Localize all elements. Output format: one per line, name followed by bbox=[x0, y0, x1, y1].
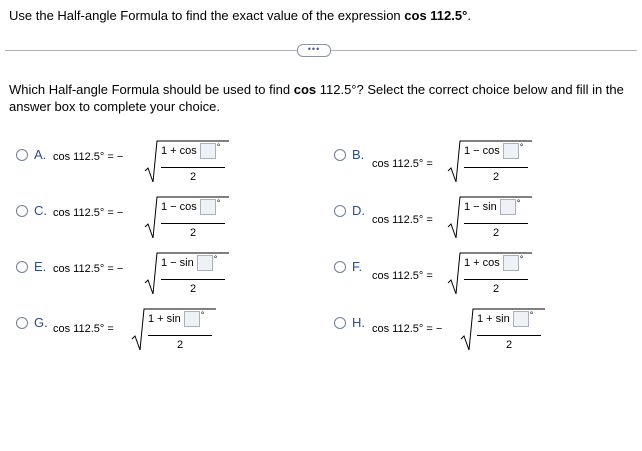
choice-a-letter: A. bbox=[34, 147, 47, 162]
choice-h-letter: H. bbox=[352, 315, 365, 330]
choice-g[interactable] bbox=[16, 307, 266, 353]
degree-symbol: ° bbox=[200, 310, 205, 320]
choice-g-denominator: 2 bbox=[176, 339, 184, 351]
choice-f-lhs: cos 112.5° = bbox=[372, 270, 433, 282]
choice-h-radio[interactable] bbox=[334, 317, 346, 329]
fraction-bar bbox=[464, 223, 528, 224]
choice-g-numerator: 1 + sin bbox=[148, 313, 181, 325]
fraction-bar bbox=[464, 279, 528, 280]
choice-b-radio[interactable] bbox=[334, 149, 346, 161]
choice-h-lhs: cos 112.5° = − bbox=[372, 323, 443, 335]
choice-a-answer-box[interactable] bbox=[200, 143, 216, 159]
choice-c-radical bbox=[143, 195, 233, 241]
choice-f-denominator: 2 bbox=[492, 283, 500, 295]
fraction-bar bbox=[148, 335, 212, 336]
choice-prompt bbox=[9, 81, 634, 115]
choice-e-denominator: 2 bbox=[189, 283, 197, 295]
choice-g-radical bbox=[130, 307, 220, 353]
fraction-bar bbox=[161, 223, 225, 224]
choice-g-lhs: cos 112.5° = bbox=[53, 323, 114, 335]
choice-c[interactable] bbox=[16, 195, 266, 241]
choice-a-radical bbox=[143, 139, 233, 185]
choice-f-numerator: 1 + cos bbox=[464, 257, 500, 269]
choice-c-numerator: 1 − cos bbox=[161, 201, 197, 213]
choice-g-radio[interactable] bbox=[16, 317, 28, 329]
choice-c-denominator: 2 bbox=[189, 227, 197, 239]
choice-d-radio[interactable] bbox=[334, 205, 346, 217]
degree-symbol: ° bbox=[519, 142, 524, 152]
choice-d-lhs: cos 112.5° = bbox=[372, 214, 433, 226]
choice-a-lhs: cos 112.5° = − bbox=[53, 151, 124, 163]
choice-b-radical bbox=[446, 139, 536, 185]
prompt-line1-rest: 112.5°? Select the correct choice below and fill in the bbox=[316, 82, 624, 97]
choice-f-radical bbox=[446, 251, 536, 297]
choice-d-radical bbox=[446, 195, 536, 241]
choice-f-letter: F. bbox=[352, 259, 363, 274]
choice-a-denominator: 2 bbox=[189, 171, 197, 183]
degree-symbol: ° bbox=[529, 310, 534, 320]
choice-a-radio[interactable] bbox=[16, 149, 28, 161]
choice-f-answer-box[interactable] bbox=[503, 255, 519, 271]
degree-symbol: ° bbox=[516, 198, 521, 208]
choice-d-denominator: 2 bbox=[492, 227, 500, 239]
choice-b-numerator: 1 − cos bbox=[464, 145, 500, 157]
question-expression: cos 112.5° bbox=[404, 8, 468, 23]
choice-b-answer-box[interactable] bbox=[503, 143, 519, 159]
choice-e-answer-box[interactable] bbox=[197, 255, 213, 271]
choice-h-denominator: 2 bbox=[505, 339, 513, 351]
fraction-bar bbox=[161, 167, 225, 168]
more-options-button[interactable]: ••• bbox=[297, 44, 331, 57]
choice-e-letter: E. bbox=[34, 259, 47, 274]
choice-a-numerator: 1 + cos bbox=[161, 145, 197, 157]
choice-g-letter: G. bbox=[34, 315, 48, 330]
choice-g-answer-box[interactable] bbox=[184, 311, 200, 327]
choice-a[interactable] bbox=[16, 139, 266, 185]
choice-c-letter: C. bbox=[34, 203, 47, 218]
choice-h[interactable] bbox=[334, 307, 594, 353]
fraction-bar bbox=[477, 335, 541, 336]
degree-symbol: ° bbox=[519, 254, 524, 264]
choice-c-lhs: cos 112.5° = − bbox=[53, 207, 124, 219]
choice-d-numerator: 1 − sin bbox=[464, 201, 497, 213]
choice-c-answer-box[interactable] bbox=[200, 199, 216, 215]
degree-symbol: ° bbox=[213, 254, 218, 264]
prompt-line2: answer box to complete your choice. bbox=[9, 99, 220, 114]
choice-c-radio[interactable] bbox=[16, 205, 28, 217]
question-suffix: . bbox=[467, 8, 471, 23]
choice-e-lhs: cos 112.5° = − bbox=[53, 263, 124, 275]
choice-b[interactable] bbox=[334, 139, 584, 185]
choice-b-lhs: cos 112.5° = bbox=[372, 158, 433, 170]
choice-f[interactable] bbox=[334, 251, 584, 297]
choice-d[interactable] bbox=[334, 195, 584, 241]
choice-d-answer-box[interactable] bbox=[500, 199, 516, 215]
degree-symbol: ° bbox=[216, 198, 221, 208]
choice-f-radio[interactable] bbox=[334, 261, 346, 273]
choice-h-numerator: 1 + sin bbox=[477, 313, 510, 325]
fraction-bar bbox=[464, 167, 528, 168]
choice-b-letter: B. bbox=[352, 147, 365, 162]
choice-h-answer-box[interactable] bbox=[513, 311, 529, 327]
choice-e-numerator: 1 − sin bbox=[161, 257, 194, 269]
choice-d-letter: D. bbox=[352, 203, 365, 218]
degree-symbol: ° bbox=[216, 142, 221, 152]
choice-h-radical bbox=[459, 307, 549, 353]
question-prefix: Use the Half-angle Formula to find the exact value of the expression bbox=[9, 8, 405, 23]
fraction-bar bbox=[161, 279, 225, 280]
prompt-expression: cos bbox=[293, 82, 317, 97]
choice-e[interactable] bbox=[16, 251, 266, 297]
choice-b-denominator: 2 bbox=[492, 171, 500, 183]
choice-e-radio[interactable] bbox=[16, 261, 28, 273]
prompt-line1-prefix: Which Half-angle Formula should be used to find bbox=[9, 82, 294, 97]
question-text bbox=[9, 8, 471, 23]
choice-e-radical bbox=[143, 251, 233, 297]
